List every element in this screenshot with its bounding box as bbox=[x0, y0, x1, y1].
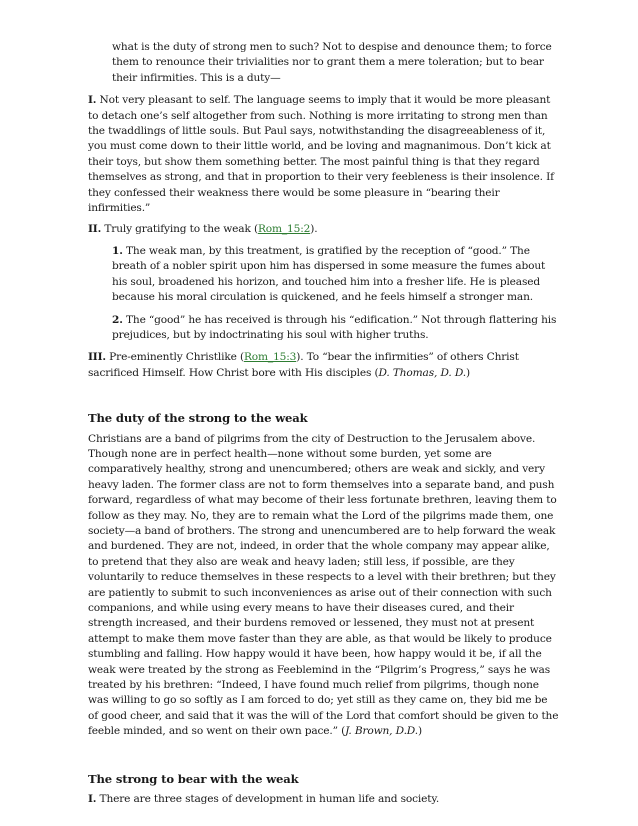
section-two-text: There are three stages of development in human life and society. bbox=[96, 793, 440, 806]
section-heading-duty-of-strong: The duty of the strong to the weak bbox=[88, 411, 308, 426]
scripture-link-rom-15-3[interactable]: Rom_15:3 bbox=[243, 351, 297, 364]
point-two-label: II. bbox=[88, 223, 102, 236]
point-one-label: I. bbox=[88, 94, 97, 107]
sub-point-one-label: 1. bbox=[112, 244, 123, 257]
section-two-label: I. bbox=[88, 793, 97, 806]
point-three-text-end: ) bbox=[466, 366, 471, 379]
section-one-text-end: ) bbox=[418, 725, 422, 738]
point-two-text: Truly gratifying to the weak ( bbox=[101, 223, 258, 236]
point-three bbox=[88, 350, 560, 381]
scripture-link-rom-15-2[interactable]: Rom_15:2 bbox=[257, 223, 311, 236]
section-two-body bbox=[88, 792, 560, 807]
sub-point-one-text: The weak man, by this treatment, is gratified by the reception of “good.” The breath of a nobler spirit upon him has dispersed in some measure the fumes about his soul, broadened his horizon, and touched him into a fresher life. He is pleased because his moral circulation is quickened, and he feels himself a stronger man. bbox=[112, 244, 546, 304]
section-heading-strong-bear-weak: The strong to bear with the weak bbox=[88, 771, 299, 786]
point-three-author: D. Thomas, D. D. bbox=[378, 366, 467, 379]
continuation-paragraph: what is the duty of strong men to such? Not to despise and denounce them; to force them to renounce their trivialities nor to grant them a mere toleration; but to bear their infirmities. This is a duty— bbox=[112, 41, 552, 84]
point-one-text: Not very pleasant to self. The language seems to imply that it would be more pleasant to detach one’s self altogether from such. Nothing is more irritating to strong men than the twaddlings of little souls. But Paul says, notwithstanding the disagreeableness of it, you must come down to their little world, and be loving and magnanimous. Don’t kick at their toys, but show them something better. The most painful thing is that they regard themselves as strong, and that in proportion to their very feebleness is their insolence. If they confessed their weakness there would be some pleasure in “bearing their infirmities.” bbox=[88, 94, 554, 215]
section-one-text: Christians are a band of pilgrims from the city of Destruction to the Jerusalem above. Though none are in perfect health—none without some burden, yet some are comparatively healthy, strong and unencumbered; others are weak and sickly, and very heavy laden. The former class are not to form themselves into a separate band, and push forward, regardless of what may become of their less fortunate brethren, leaving them to follow as they may. No, they are to remain what the Lord of the pilgrims made them, one society—a band of brothers. The strong and unencumbered are to help forward the weak and burdened. They are not, indeed, in order that the whole company may appear alike, to pretend that they also are weak and heavy laden; still less, if possible, are they voluntarily to reduce themselves in these respects to a level with their brethren; but they are patiently to submit to such inconveniences as arise out of their connection with such companions, and while using every means to have their diseases cured, and their strength increased, and their burdens removed or lessened, they must not at present attempt to make them move faster than they are able, as that would be likely to produce stumbling and falling. How happy would it have been, how happy would it be, if all the weak were treated by the strong as Feeblemind in the “Pilgrim’s Progress,” says he was treated by his brethren: “Indeed, I have found much relief from pilgrims, though none was willing to go so softly as I am forced to do; yet still as they came on, they bid me be of good cheer, and said that it was the will of the Lord that comfort should be given to the feeble minded, and so went on their own pace.” ( bbox=[88, 432, 559, 738]
sub-point-two bbox=[112, 313, 560, 344]
section-one-author: J. Brown, D.D. bbox=[345, 725, 418, 738]
point-three-text: Pre-eminently Christlike ( bbox=[105, 351, 244, 364]
section-one-body bbox=[88, 432, 560, 740]
sub-point-two-label: 2. bbox=[112, 313, 123, 326]
sub-point-one bbox=[112, 244, 560, 306]
point-three-text-mid: ). To “bear the infirmities” of others Christ sacrificed Himself. How Christ bore with His disciples ( bbox=[88, 351, 519, 379]
point-two bbox=[88, 222, 560, 237]
document-page bbox=[88, 40, 560, 811]
point-three-label: III. bbox=[88, 351, 106, 364]
point-one bbox=[88, 93, 560, 216]
point-two-text-end: ). bbox=[310, 223, 318, 236]
sub-point-two-text: The “good” he has received is through his “edification.” Not through flattering his prejudices, but by indoctrinating his soul with higher truths. bbox=[112, 313, 557, 341]
